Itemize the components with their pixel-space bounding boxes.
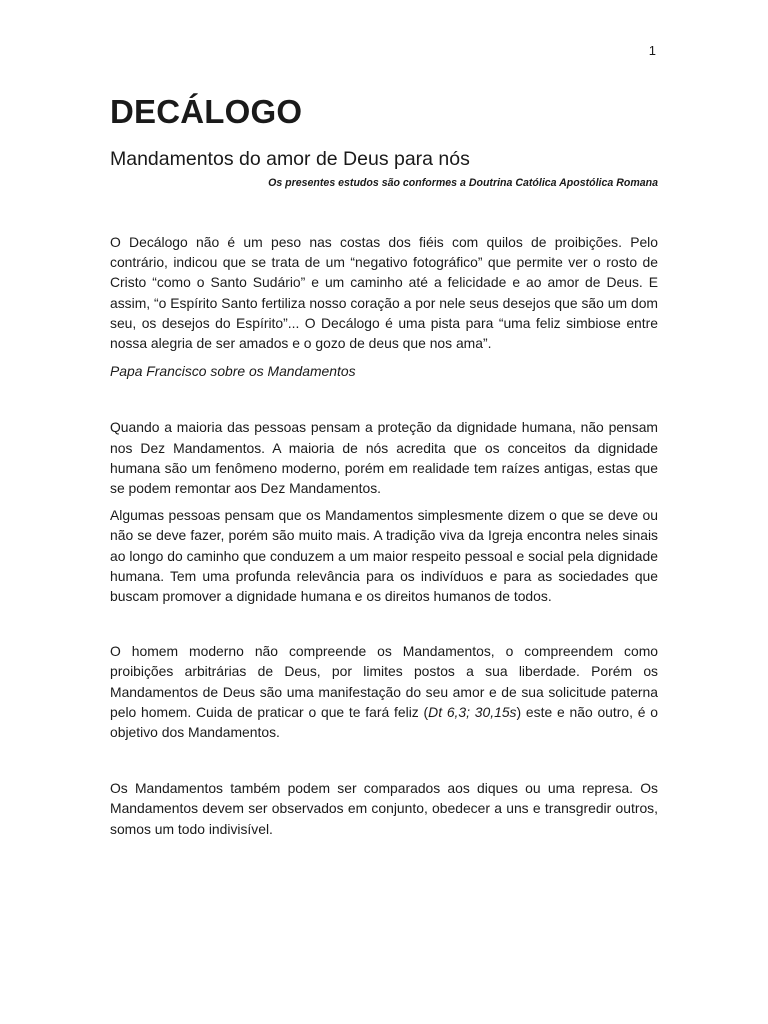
- paragraph-tradition: Algumas pessoas pensam que os Mandamentos simplesmente dizem o que se deve ou não se deve fazer, porém são muito mais. A tradição viva da Igreja encontra neles sinais ao longo do caminho que conduzem a um maior respeito pessoal e social pela dignidade humana. Tem uma profunda relevância para os indivíduos e para as sociedades que buscam promover a dignidade humana e os direitos humanos de todos.: [110, 507, 658, 605]
- paragraph-dikes: Os Mandamentos também podem ser comparados aos diques ou uma represa. Os Mandamentos devem ser observados em conjunto, obedecer a uns e transgredir outros, somos um todo indivisível.: [110, 780, 658, 837]
- paragraph-intro: O Decálogo não é um peso nas costas dos fiéis com quilos de proibições. Pelo contrário, indicou que se trata de um “negativo fotográfico” que permite ver o rosto de Cristo “como o Santo Sudário” e um caminho até a felicidade e ao amor de Deus. E assim, “o Espírito Santo fertiliza nosso coração a por nele seus desejos que são um dom seu, os desejos do Espírito”... O Decálogo é uma pista para “uma feliz simbiose entre nossa alegria de ser amados e o gozo de deus que nos ama”.: [110, 234, 658, 352]
- scripture-reference: Dt 6,3; 30,15s: [428, 703, 517, 720]
- document-body: [110, 90, 658, 839]
- document-title: DECÁLOGO: [110, 93, 303, 130]
- paragraph-modern-man-text-end: ) este e não outro, é o objetivo dos Mandamentos.: [110, 703, 659, 741]
- document-subtitle: Mandamentos do amor de Deus para nós: [110, 148, 470, 170]
- page-number: 1: [648, 43, 656, 58]
- paragraph-modern-man: [110, 641, 658, 742]
- paragraph-modern-man-text-start: O homem moderno não compreende os Mandamentos, o compreendem como proibições arbitrárias de Deus, por limites postos a sua liberdade. Porém os Mandamentos de Deus são uma manifestação do seu amor e de sua solicitude paterna pelo homem. Cuida de praticar o que te fará feliz (: [110, 643, 658, 720]
- paragraph-dignity: Quando a maioria das pessoas pensam a proteção da dignidade humana, não pensam nos Dez Mandamentos. A maioria de nós acredita que os conceitos da dignidade humana são um fenômeno moderno, porém em realidade tem raízes antigas, estas que se podem remontar aos Dez Mandamentos.: [110, 419, 658, 497]
- quote-attribution: Papa Francisco sobre os Mandamentos: [110, 363, 356, 380]
- doctrine-note: Os presentes estudos são conformes a Doutrina Católica Apostólica Romana: [268, 177, 658, 189]
